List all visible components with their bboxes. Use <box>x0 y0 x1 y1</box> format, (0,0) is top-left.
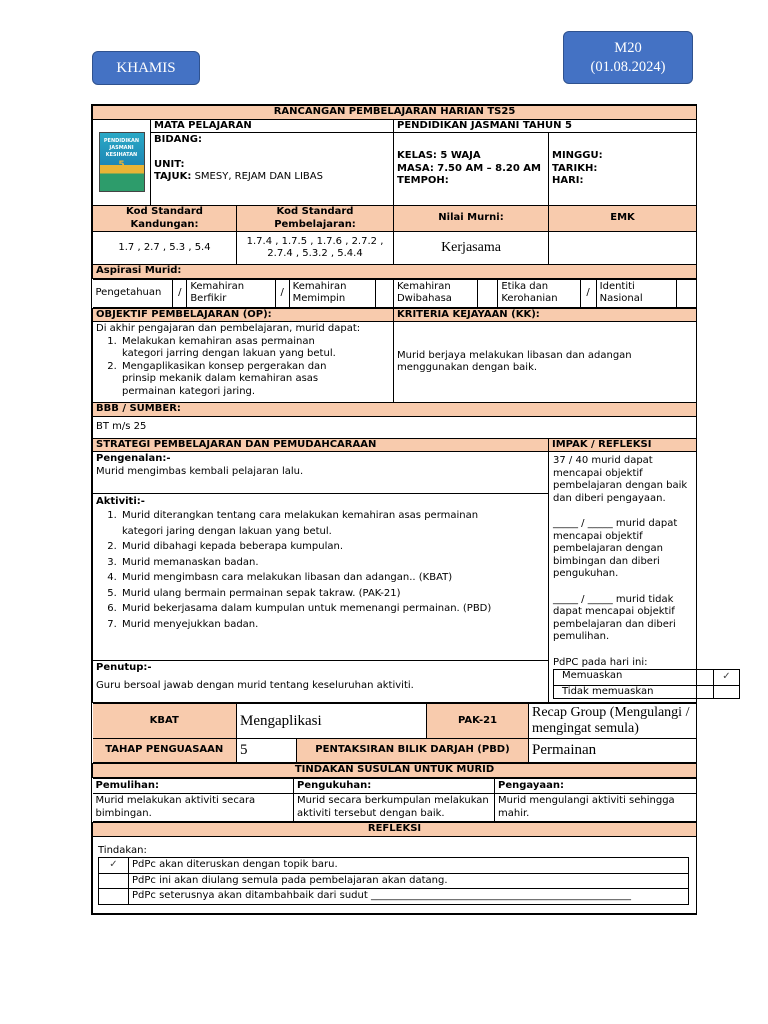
tindakan-check[interactable] <box>99 889 129 905</box>
tindakan-label: Tindakan: <box>98 844 147 856</box>
pemulihan-text: Murid melakukan aktiviti secara bimbingan. <box>93 794 294 822</box>
aspirasi-item-mark: / <box>173 279 187 307</box>
aktiviti-item: 3. Murid memanaskan badan. <box>120 555 505 571</box>
emk-label: EMK <box>549 206 697 232</box>
textbook-cover-image: PENDIDIKAN JASMANI KESIHATAN 5 <box>99 132 145 192</box>
impak-p3: _____ / _____ murid tidak dapat mencapai objektif pembelajaran dan diberi pemulihan. <box>553 593 676 642</box>
nilai-murni-value: Kerjasama <box>394 232 549 265</box>
objektif-intro: Di akhir pengajaran dan pembelajaran, murid dapat: <box>96 323 361 334</box>
kbat-label: KBAT <box>93 704 237 739</box>
susulan-block <box>93 777 697 823</box>
textbook-cover <box>93 119 151 206</box>
tindakan-check[interactable]: ✓ <box>99 858 129 874</box>
tempoh: TEMPOH: <box>397 175 449 187</box>
tahap-label: TAHAP PENGUASAAN <box>93 739 237 763</box>
aspirasi-item-mark <box>676 279 696 307</box>
objektif-label: OBJEKTIF PEMBELAJARAN (OP): <box>93 308 394 322</box>
bbb-text: BT m/s 25 <box>93 416 697 438</box>
unit-label: UNIT: <box>154 158 185 170</box>
aspirasi-row <box>93 278 697 308</box>
subject-details <box>151 133 394 206</box>
bidang-label: BIDANG: <box>154 134 202 145</box>
day-badge: KHAMIS <box>92 51 200 85</box>
pdpc-label: PdPC pada hari ini: <box>553 656 648 668</box>
aspirasi-item-label: Kemahiran Berfikir <box>187 279 275 307</box>
kriteria-text: Murid berjaya melakukan libasan dan adangan menggunakan dengan baik. <box>394 322 697 403</box>
pengayaan-label: Pengayaan: <box>495 778 697 794</box>
pengayaan-text: Murid mengulangi aktiviti sehingga mahir. <box>495 794 697 822</box>
impak-content <box>549 452 731 703</box>
aktiviti-item: 2. Murid dibahagi kepada beberapa kumpulan. <box>120 539 505 555</box>
aktiviti-item: 6. Murid bekerjasama dalam kumpulan untuk memenangi permainan. (PBD) <box>120 601 505 617</box>
lesson-plan-sheet <box>91 104 731 915</box>
aspirasi-item-label: Etika dan Kerohanian <box>498 279 580 307</box>
week-date-badge <box>563 31 693 84</box>
kbat-value: Mengaplikasi <box>237 704 427 739</box>
pengenalan-section <box>93 452 549 494</box>
lesson-plan-table <box>92 105 731 914</box>
week-details <box>549 133 697 206</box>
aktiviti-label: Aktiviti:- <box>96 495 145 507</box>
hari: HARI: <box>552 175 584 187</box>
pdpc-option-check[interactable]: ✓ <box>714 670 740 686</box>
minggu: MINGGU: <box>552 150 603 162</box>
aktiviti-item: 1. Murid diterangkan tentang cara melakukan kemahiran asas permainan kategori jaring dengan lakuan yang betul. <box>120 508 505 539</box>
objektif-item: 1. Melakukan kemahiran asas permainan kategori jarring dengan lakuan yang betul. <box>120 336 358 361</box>
bbb-label: BBB / SUMBER: <box>93 403 697 417</box>
aspirasi-item-mark: / <box>580 279 596 307</box>
masa: MASA: 7.50 AM – 8.20 AM <box>397 162 541 174</box>
aspirasi-item-mark <box>375 279 393 307</box>
tahap-value: 5 <box>237 739 297 763</box>
pdpc-option-label: Tidak memuaskan <box>554 685 714 699</box>
sp-label: Kod Standard Pembelajaran: <box>237 206 394 232</box>
kriteria-label: KRITERIA KEJAYAAN (KK): <box>394 308 697 322</box>
pengenalan-label: Pengenalan:- <box>96 453 171 464</box>
kelas: KELAS: 5 WAJA <box>397 150 481 162</box>
aktiviti-item: 4. Murid mengimbasn cara melakukan libasan dan adangan.. (KBAT) <box>120 570 505 586</box>
class-time-details <box>394 133 549 206</box>
subject-value: PENDIDIKAN JASMANI TAHUN 5 <box>394 119 697 133</box>
impak-label: IMPAK / REFLEKSI <box>549 438 697 452</box>
impak-p1: 37 / 40 murid dapat mencapai objektif pembelajaran dengan baik dan diberi pengayaan. <box>553 455 688 504</box>
tajuk-line: TAJUK: SMESY, REJAM DAN LIBAS <box>154 171 323 182</box>
pdpc-option-label: Memuaskan <box>554 670 714 686</box>
pbd-value: Permainan <box>529 739 697 763</box>
tindakan-option: PdPc akan diteruskan dengan topik baru. <box>129 858 689 874</box>
objektif-item: 2. Mengaplikasikan konsep pergerakan dan prinsip mekanik dalam kemahiran asas permainan kategori jaring. <box>120 361 358 399</box>
kbat-tahap-block <box>93 703 697 764</box>
tarikh: TARIKH: <box>552 162 598 174</box>
aktiviti-item: 7. Murid menyejukkan badan. <box>120 617 505 633</box>
pbd-label: PENTAKSIRAN BILIK DARJAH (PBD) <box>297 739 529 763</box>
aspirasi-item-mark: / <box>275 279 289 307</box>
objektif-content <box>93 322 394 403</box>
aspirasi-item-label: Identiti Nasional <box>596 279 676 307</box>
sp-value: 1.7.4 , 1.7.5 , 1.7.6 , 2.7.2 , 2.7.4 , 5.3.2 , 5.4.4 <box>237 232 394 265</box>
pemulihan-label: Pemulihan: <box>93 778 294 794</box>
nilai-murni-label: Nilai Murni: <box>394 206 549 232</box>
sk-label: Kod Standard Kandungan: <box>93 206 237 232</box>
subject-label: MATA PELAJARAN <box>151 119 394 133</box>
penutup-label: Penutup:- <box>96 662 152 674</box>
pengukuhan-text: Murid secara berkumpulan melakukan aktiviti tersebut dengan baik. <box>294 794 495 822</box>
aspirasi-item-mark <box>478 279 498 307</box>
tindakan-check[interactable] <box>99 873 129 889</box>
refleksi-content <box>93 836 697 913</box>
susulan-label: TINDAKAN SUSULAN UNTUK MURID <box>93 764 697 778</box>
tindakan-option: PdPc ini akan diulang semula pada pembelajaran akan datang. <box>129 873 689 889</box>
week-code: M20 <box>614 39 642 56</box>
plan-title: RANCANGAN PEMBELAJARAN HARIAN TS25 <box>93 106 697 120</box>
penutup-section <box>93 661 549 703</box>
pengukuhan-label: Pengukuhan: <box>294 778 495 794</box>
pengenalan-text: Murid mengimbas kembali pelajaran lalu. <box>96 465 304 477</box>
tindakan-options <box>98 857 689 905</box>
strategi-label: STRATEGI PEMBELAJARAN DAN PEMUDAHCARAAN <box>93 438 549 452</box>
aspirasi-item-label: Kemahiran Memimpin <box>289 279 375 307</box>
pdpc-option-check[interactable] <box>714 685 740 699</box>
aspirasi-label: Aspirasi Murid: <box>93 265 697 279</box>
pak21-value: Recap Group (Mengulangi / mengingat semula) <box>529 704 697 739</box>
pak21-label: PAK-21 <box>427 704 529 739</box>
aktiviti-item: 5. Murid ulang bermain permainan sepak takraw. (PAK-21) <box>120 586 505 602</box>
penutup-text: Guru bersoal jawab dengan murid tentang keseluruhan aktiviti. <box>96 679 414 691</box>
aktiviti-section <box>93 493 549 661</box>
refleksi-label: REFLEKSI <box>93 823 697 837</box>
sk-value: 1.7 , 2.7 , 5.3 , 5.4 <box>93 232 237 265</box>
aspirasi-item-label: Pengetahuan <box>93 279 173 307</box>
lesson-date: (01.08.2024) <box>590 58 666 75</box>
aspirasi-item-label: Kemahiran Dwibahasa <box>393 279 477 307</box>
impak-p2: _____ / _____ murid dapat mencapai objektif pembelajaran dengan bimbingan dan diberi pengukuhan. <box>553 518 678 579</box>
tindakan-option: PdPc seterusnya akan ditambahbaik dari sudut ____________________________________________________ <box>129 889 689 905</box>
pdpc-options <box>553 669 740 699</box>
emk-value <box>549 232 697 265</box>
